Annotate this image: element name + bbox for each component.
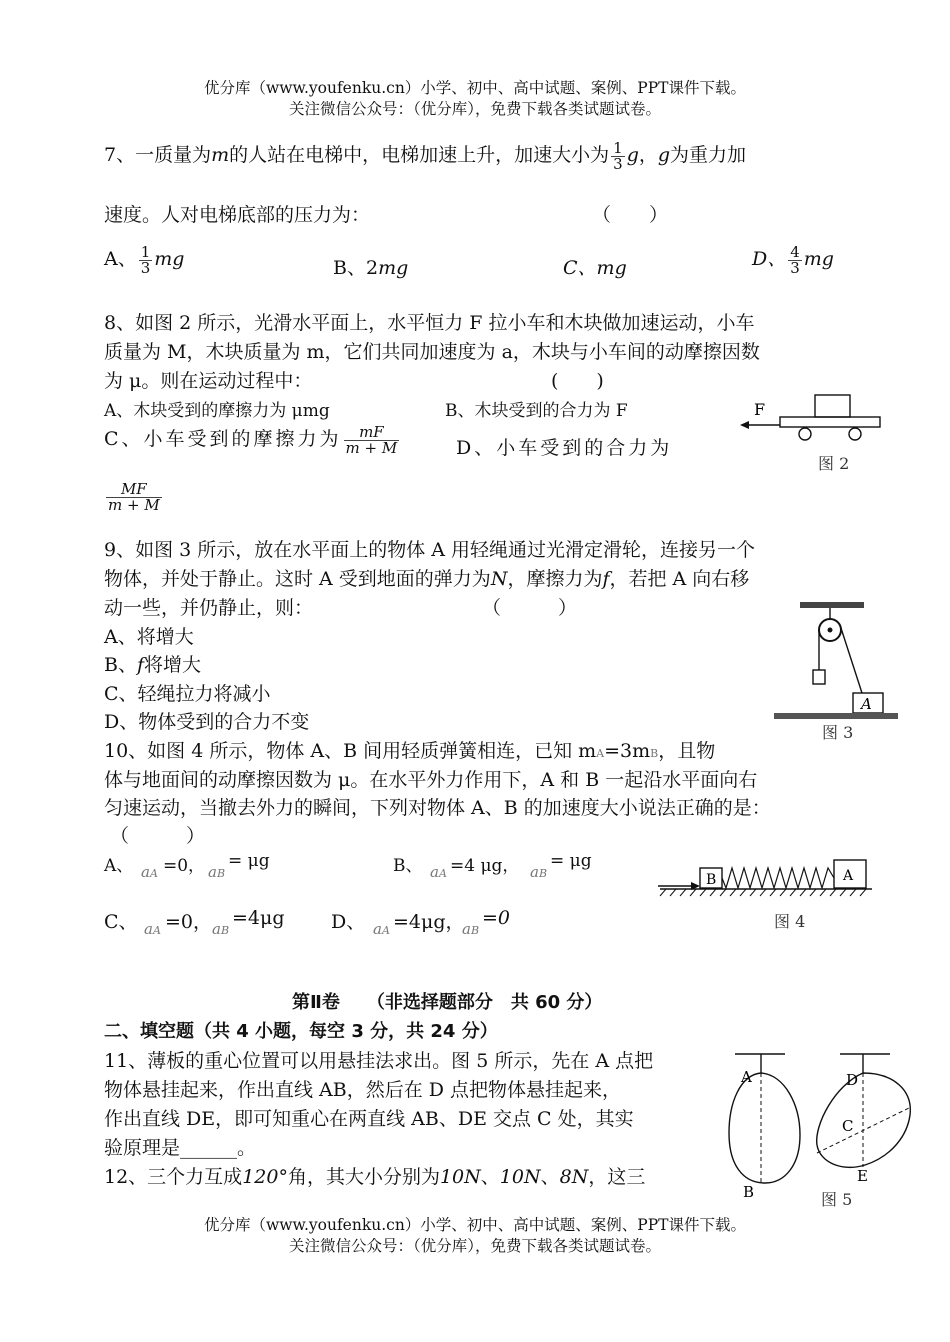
section-2-title: 二、填空题（共 4 小题，每空 3 分，共 24 分） [104, 1021, 498, 1042]
q8-line-1: 8、如图 2 所示，光滑水平面上，水平恒力 F 拉小车和木块做加速运动，小车 [104, 312, 755, 334]
q7-option-b: B、2mg [333, 257, 409, 279]
q10-option-b-v2: = μg [550, 851, 592, 871]
block-b-label: B [706, 872, 717, 888]
wheel-left [799, 428, 811, 440]
q11-line-1: 11、薄板的重心位置可以用悬挂法求出。图 5 所示，先在 A 点把 [104, 1050, 654, 1072]
q10-line-2: 体与地面间的动摩擦因数为 μ。在水平外力作用下，A 和 B 一起沿水平面向右 [104, 769, 758, 791]
q10-a-symbol: aA [430, 863, 447, 881]
q10-option-a-v2: = μg [228, 851, 270, 871]
point-e-label: E [857, 1167, 868, 1185]
q9-option-d: D、物体受到的合力不变 [104, 711, 310, 733]
q10-option-a-v1: =0， [163, 856, 206, 876]
q9-line-2: 物体，并处于静止。这时 A 受到地面的弹力为N，摩擦力为f，若把 A 向右移 [104, 568, 750, 590]
q7-option-c: C、mg [563, 257, 627, 279]
q10-a-symbol: aA [141, 863, 158, 881]
figure-2-caption: 图 2 [818, 454, 850, 473]
block-a-label: A [843, 868, 854, 884]
q7-fraction: $\frac{1}{3}$ [613, 138, 623, 173]
figure-2-cart [740, 390, 890, 480]
ground [774, 713, 898, 719]
header-line-2: 关注微信公众号：（优分库），免费下载各类试题试卷。 [288, 100, 661, 118]
point-a-label: A [741, 1068, 752, 1086]
q10-line-1: 10、如图 4 所示，物体 A、B 间用轻质弹簧相连，已知 mA=3mB，且物 [104, 740, 716, 762]
q7-option-d: D、 $\frac{4}{3}$ mg [752, 242, 834, 277]
figure-3-caption: 图 3 [822, 723, 854, 742]
q7-option-a: A、 $\frac{1}{3}$ mg [104, 242, 185, 277]
q9-option-a: A、将增大 [104, 626, 194, 648]
q7-bracket: （ ） [592, 204, 669, 226]
footer-line-1: 优分库（www.youfenku.cn）小学、初中、高中试题、案例、PPT课件下载。 [203, 1216, 747, 1234]
figure-4-spring [656, 858, 876, 938]
q7-line-1: 7、一质量为m的人站在电梯中，电梯加速上升，加速大小为 $\frac{1}{3}$ g，g为重力加 [104, 138, 747, 173]
q8-option-d: D、小车受到的合力为 [456, 437, 673, 459]
force-label: F [754, 400, 766, 419]
arrow-head [740, 421, 749, 429]
q10-option-a-label: A、 [104, 856, 134, 876]
q10-a-symbol: aA [373, 920, 390, 938]
q10-option-c-v1: =0， [165, 911, 213, 933]
q10-a-symbol: aB [530, 863, 548, 881]
point-b-label: B [743, 1183, 755, 1201]
q9-option-c: C、轻绳拉力将减小 [104, 683, 271, 705]
header-line-1: 优分库（www.youfenku.cn）小学、初中、高中试题、案例、PPT课件下载。 [203, 79, 747, 97]
left-plate [729, 1073, 800, 1183]
q10-a-symbol: aB [208, 863, 226, 881]
block [815, 395, 850, 417]
q10-a-symbol: aA [144, 920, 161, 938]
ground-hatching [660, 889, 866, 896]
right-plate [817, 1073, 911, 1167]
spring [722, 868, 834, 888]
q10-option-d-v1: =4μg， [393, 911, 465, 933]
q11-line-3: 作出直线 DE，即可知重心在两直线 AB、DE 交点 C 处，其实 [104, 1108, 634, 1130]
figure-5-suspension [725, 1045, 925, 1215]
q9-option-b: B、f将增大 [104, 654, 202, 676]
hanging-block [813, 670, 825, 684]
q10-option-b-v1: =4 μg， [450, 856, 520, 876]
q11-line-2: 物体悬挂起来，作出直线 AB，然后在 D 点把物体悬挂起来， [104, 1079, 622, 1101]
q9-line-3: 动一些，并仍静止，则： [104, 597, 314, 619]
q10-bracket: （ ） [110, 825, 206, 847]
block-a-label: A [861, 695, 872, 713]
rope-right [840, 625, 862, 693]
q12-line-1: 12、三个力互成120°角，其大小分别为10N、10N、8N，这三 [104, 1166, 646, 1188]
wheel-right [849, 428, 861, 440]
ceiling [800, 602, 864, 608]
q8-line-2: 质量为 M，木块质量为 m，它们共同加速度为 a，木块与小车间的动摩擦因数 [104, 341, 760, 363]
q8-bracket: ( ) [551, 370, 604, 392]
q9-bracket: （ ） [482, 597, 578, 619]
q10-line-3: 匀速运动，当撤去外力的瞬间，下列对物体 A、B 的加速度大小说法正确的是： [104, 797, 771, 819]
q8-option-b: B、木块受到的合力为 F [445, 401, 628, 421]
q10-option-b-label: B、 [393, 856, 423, 876]
footer-line-2: 关注微信公众号：（优分库），免费下载各类试题试卷。 [288, 1237, 661, 1255]
q10-option-c-label: C、 [104, 911, 138, 933]
part-2-title: 第Ⅱ卷 （非选择题部分 共 60 分） [292, 992, 603, 1013]
point-c-label: C [842, 1117, 854, 1135]
figure-5-caption: 图 5 [821, 1190, 853, 1209]
cart-body [780, 417, 880, 427]
q10-option-d-label: D、 [331, 911, 366, 933]
q10-a-symbol: aB [462, 920, 480, 938]
q8-option-a: A、木块受到的摩擦力为 μmg [104, 401, 330, 421]
q11-line-4: 验原理是______。 [104, 1137, 257, 1159]
point-d-label: D [846, 1071, 859, 1089]
figure-4-caption: 图 4 [774, 912, 806, 931]
q10-a-symbol: aB [212, 920, 230, 938]
figure-3-pulley [772, 600, 902, 745]
q8-line-3: 为 μ。则在运动过程中： [104, 370, 313, 392]
q8-option-c: C、小车受到的摩擦力为 $\frac{mF}{m + M}$ [104, 422, 398, 457]
q8-option-d-fraction: $\frac{MF}{m + M}$ [108, 480, 160, 514]
q10-option-c-v2: =4μg [232, 907, 285, 929]
q10-option-d-v2: =0 [482, 907, 511, 929]
line-ab-transferred [817, 1107, 911, 1153]
q9-line-1: 9、如图 3 所示，放在水平面上的物体 A 用轻绳通过光滑定滑轮，连接另一个 [104, 539, 756, 561]
q7-line-2: 速度。人对电梯底部的压力为： [104, 204, 371, 226]
